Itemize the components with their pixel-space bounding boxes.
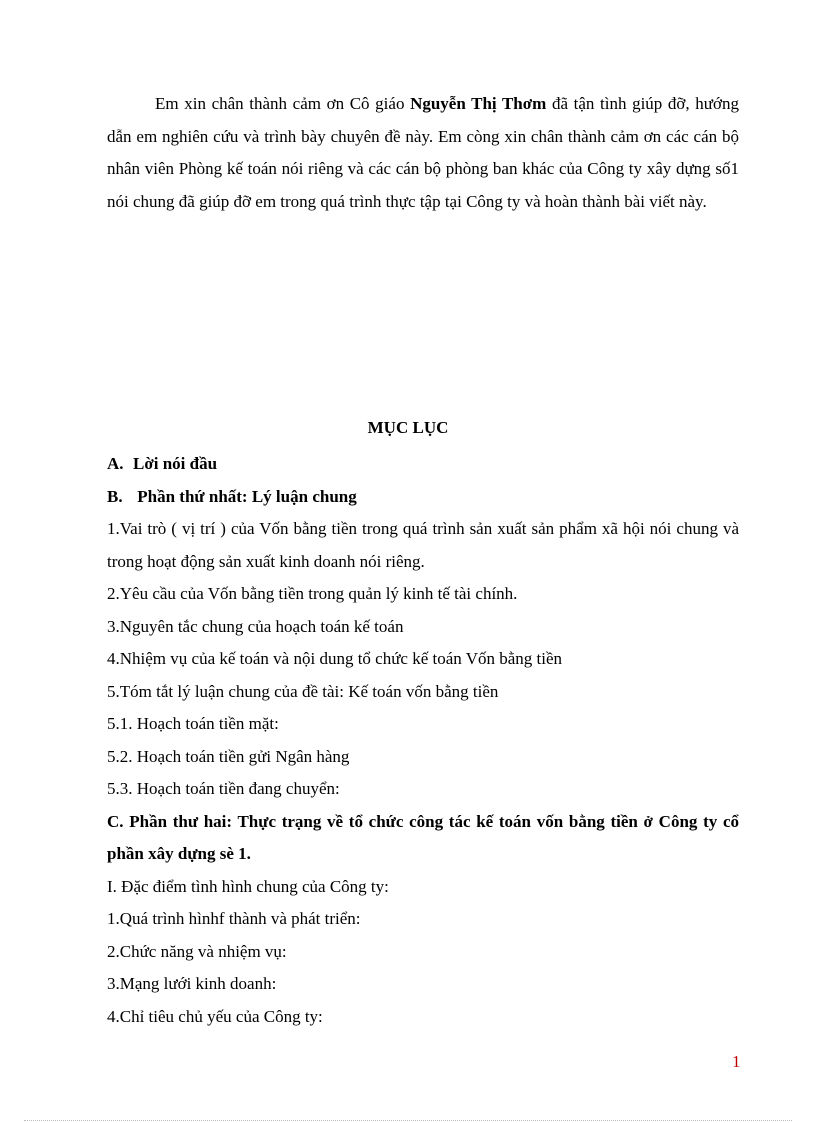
toc-item: 1.Vai trò ( vị trí ) của Vốn bằng tiền trong quá trình sản xuất sản phẩm xã hội nói chung và trong hoạt động sản xuất kinh doanh nói riêng.	[107, 519, 739, 571]
intro-text-before-name: Em xin chân thành cảm ơn Cô giáo	[155, 94, 411, 113]
table-of-contents	[107, 448, 739, 1033]
toc-section-c: C. Phần thư hai: Thực trạng về tổ chức công tác kế toán vốn bằng tiền ở Công ty cổ phần xây dựng sè 1.	[107, 811, 739, 863]
toc-section-b	[107, 481, 739, 514]
toc-item: 2.Yêu cầu của Vốn bằng tiền trong quản lý kinh tế tài chính.	[107, 584, 518, 603]
toc-title: MỤC LỤC	[367, 418, 449, 437]
toc-item: 5.Tóm tắt lý luận chung của đề tài: Kế toán vốn bằng tiền	[107, 681, 499, 701]
acknowledgement-paragraph	[107, 88, 739, 218]
toc-item: 4.Chỉ tiêu chủ yếu của Công ty:	[107, 1006, 323, 1026]
toc-section-a-letter: A.	[107, 454, 124, 473]
toc-item: 4.Nhiệm vụ của kế toán và nội dung tổ chức kế toán Vốn bằng tiền	[107, 649, 563, 668]
toc-section-b-letter: B.	[107, 486, 123, 506]
toc-item: 1.Quá trình hìnhf thành và phát triển:	[107, 909, 361, 928]
toc-section-b-text: Phần thứ nhất: Lý luận chung	[137, 486, 357, 506]
page-bottom-divider	[24, 1120, 792, 1121]
page-number: 1	[732, 1052, 741, 1071]
intro-text-after-name: đã tận tình giúp đỡ, hướng dẫn em nghiên cứu và trình bày chuyên đề này. Em còng xin chân thành cảm ơn các cán bộ nhân viên Phòng kế toán nói riêng và các cán bộ phòng ban khác của Công ty xây dựng số1 nói chung đã giúp đỡ em trong quá trình thực tập tại Công ty và hoàn thành bài viết này.	[107, 94, 739, 211]
toc-item: 3.Mạng lưới kinh doanh:	[107, 974, 277, 993]
toc-section-a	[107, 448, 739, 481]
toc-item: 5.3. Hoạch toán tiền đang chuyển:	[107, 779, 340, 798]
toc-item: 2.Chức năng và nhiệm vụ:	[107, 941, 287, 961]
toc-item: I. Đặc điểm tình hình chung của Công ty:	[107, 876, 389, 896]
toc-item: 3.Nguyên tắc chung của hoạch toán kế toán	[107, 616, 404, 636]
toc-item: 5.1. Hoạch toán tiền mặt:	[107, 714, 279, 733]
toc-section-a-text: Lời nói đầu	[133, 454, 218, 473]
teacher-name: Nguyễn Thị Thơm	[410, 94, 547, 113]
toc-item: 5.2. Hoạch toán tiền gửi Ngân hàng	[107, 746, 350, 766]
